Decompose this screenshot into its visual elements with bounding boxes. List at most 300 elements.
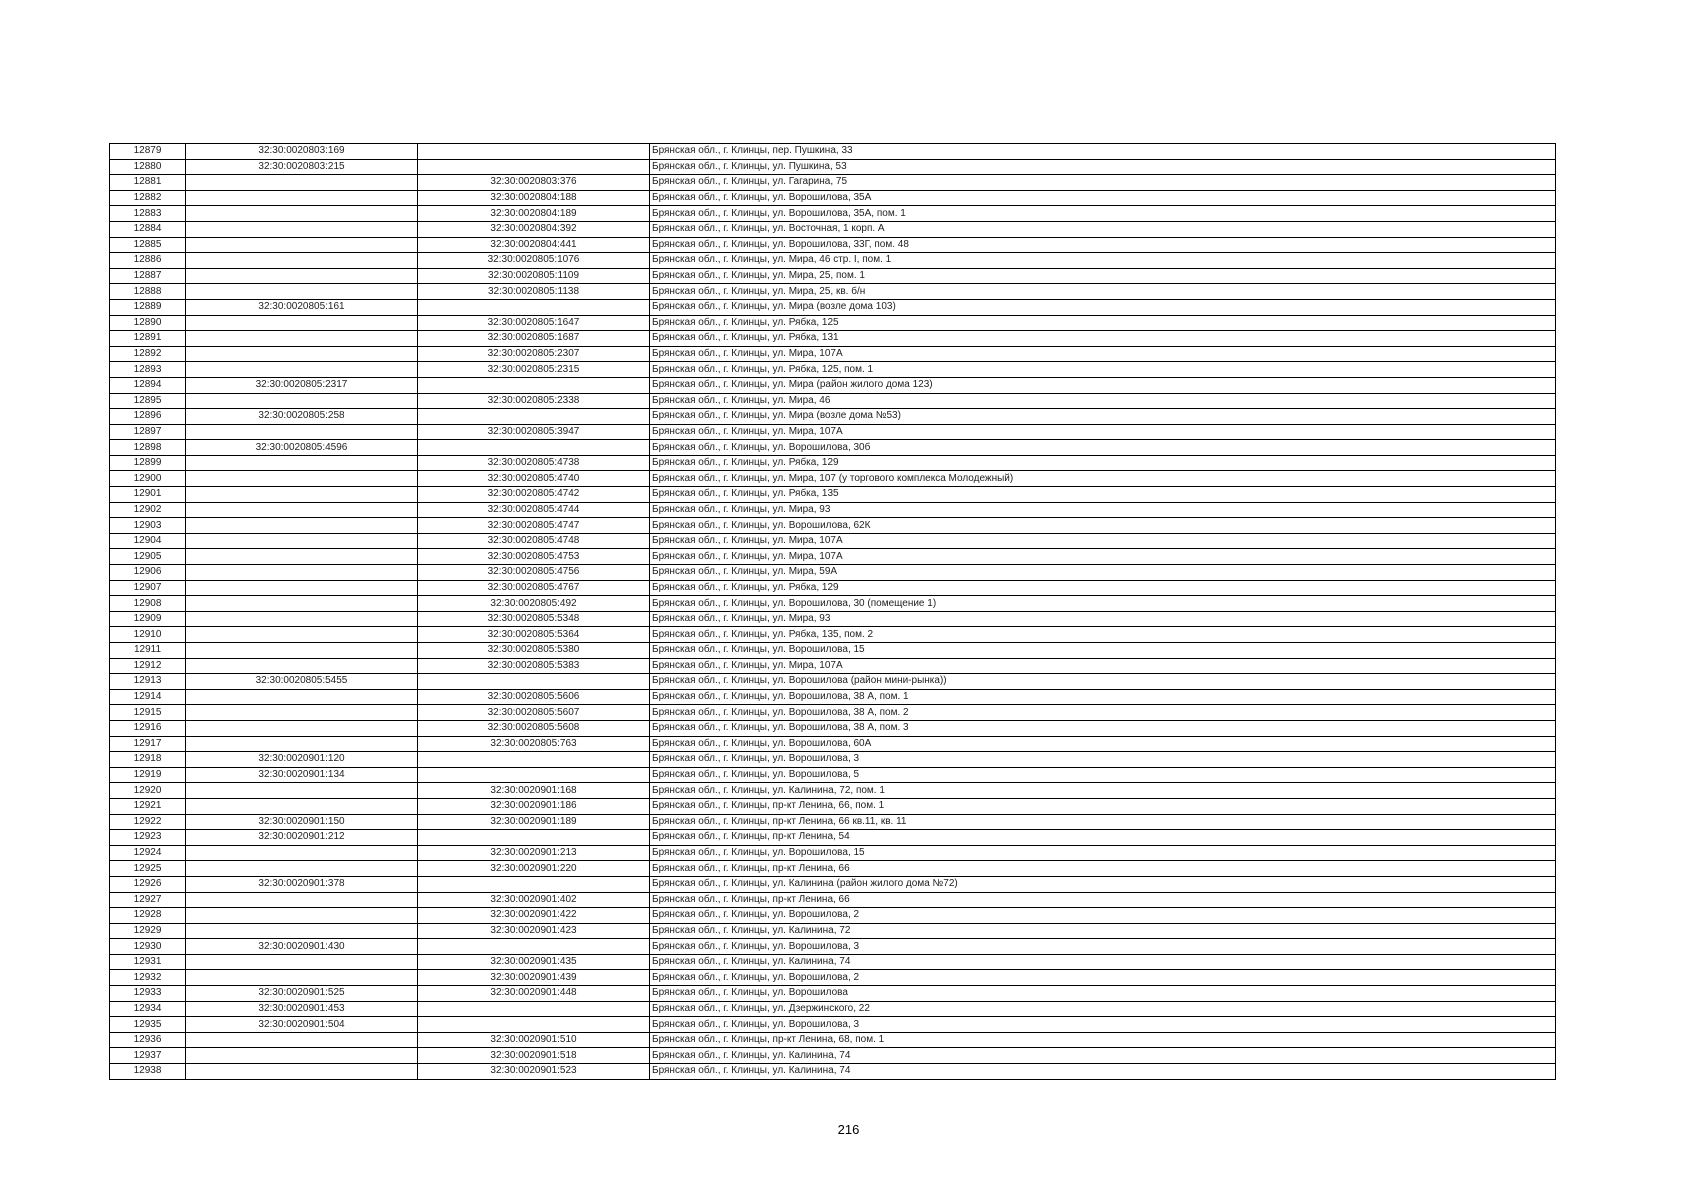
address-cell: Брянская обл., г. Клинцы, ул. Рябка, 129 bbox=[650, 580, 1556, 596]
row-number-cell: 12889 bbox=[110, 299, 186, 315]
row-number-cell: 12904 bbox=[110, 533, 186, 549]
table-row bbox=[110, 580, 1556, 596]
address-cell: Брянская обл., г. Клинцы, ул. Мира, 25, кв. б/н bbox=[650, 284, 1556, 300]
related-cadastral-number-cell bbox=[418, 674, 650, 690]
table-row bbox=[110, 518, 1556, 534]
cadastral-number-cell: 32:30:0020901:504 bbox=[186, 1017, 418, 1033]
address-cell: Брянская обл., г. Клинцы, ул. Ворошилова (район мини-рынка)) bbox=[650, 674, 1556, 690]
cadastral-number-cell bbox=[186, 1032, 418, 1048]
address-cell: Брянская обл., г. Клинцы, ул. Ворошилова, 3 bbox=[650, 1017, 1556, 1033]
row-number-cell: 12923 bbox=[110, 830, 186, 846]
row-number-cell: 12888 bbox=[110, 284, 186, 300]
row-number-cell: 12938 bbox=[110, 1064, 186, 1080]
table-row bbox=[110, 1048, 1556, 1064]
related-cadastral-number-cell bbox=[418, 440, 650, 456]
cadastral-number-cell bbox=[186, 970, 418, 986]
cadastral-number-cell bbox=[186, 892, 418, 908]
cadastral-number-cell bbox=[186, 783, 418, 799]
row-number-cell: 12899 bbox=[110, 455, 186, 471]
cadastral-number-cell: 32:30:0020901:212 bbox=[186, 830, 418, 846]
table-row bbox=[110, 845, 1556, 861]
cadastral-number-cell: 32:30:0020901:525 bbox=[186, 986, 418, 1002]
cadastral-number-cell bbox=[186, 861, 418, 877]
related-cadastral-number-cell: 32:30:0020901:168 bbox=[418, 783, 650, 799]
address-cell: Брянская обл., г. Клинцы, ул. Ворошилова, 2 bbox=[650, 970, 1556, 986]
address-cell: Брянская обл., г. Клинцы, ул. Мира, 46 стр. I, пом. 1 bbox=[650, 253, 1556, 269]
cadastral-number-cell: 32:30:0020805:258 bbox=[186, 409, 418, 425]
table-row bbox=[110, 876, 1556, 892]
cadastral-number-cell: 32:30:0020901:430 bbox=[186, 939, 418, 955]
cadastral-number-cell bbox=[186, 658, 418, 674]
table-row bbox=[110, 565, 1556, 581]
table-row bbox=[110, 783, 1556, 799]
row-number-cell: 12891 bbox=[110, 331, 186, 347]
table-row bbox=[110, 1032, 1556, 1048]
related-cadastral-number-cell: 32:30:0020805:4753 bbox=[418, 549, 650, 565]
row-number-cell: 12898 bbox=[110, 440, 186, 456]
related-cadastral-number-cell: 32:30:0020805:1138 bbox=[418, 284, 650, 300]
address-cell: Брянская обл., г. Клинцы, ул. Пушкина, 53 bbox=[650, 159, 1556, 175]
row-number-cell: 12918 bbox=[110, 752, 186, 768]
row-number-cell: 12937 bbox=[110, 1048, 186, 1064]
cadastral-number-cell bbox=[186, 736, 418, 752]
row-number-cell: 12912 bbox=[110, 658, 186, 674]
address-cell: Брянская обл., г. Клинцы, ул. Ворошилова, 60А bbox=[650, 736, 1556, 752]
table-row bbox=[110, 549, 1556, 565]
cadastral-number-cell bbox=[186, 533, 418, 549]
table-row bbox=[110, 377, 1556, 393]
row-number-cell: 12915 bbox=[110, 705, 186, 721]
address-cell: Брянская обл., г. Клинцы, ул. Ворошилова, 5 bbox=[650, 767, 1556, 783]
table-row bbox=[110, 861, 1556, 877]
address-cell: Брянская обл., г. Клинцы, ул. Ворошилова, 3 bbox=[650, 752, 1556, 768]
table-row bbox=[110, 144, 1556, 160]
row-number-cell: 12929 bbox=[110, 923, 186, 939]
related-cadastral-number-cell: 32:30:0020805:2315 bbox=[418, 362, 650, 378]
cadastral-number-cell bbox=[186, 175, 418, 191]
address-cell: Брянская обл., г. Клинцы, ул. Калинина (район жилого дома №72) bbox=[650, 876, 1556, 892]
related-cadastral-number-cell bbox=[418, 1017, 650, 1033]
address-cell: Брянская обл., г. Клинцы, ул. Калинина, 74 bbox=[650, 1064, 1556, 1080]
table-row bbox=[110, 798, 1556, 814]
related-cadastral-number-cell: 32:30:0020805:5606 bbox=[418, 689, 650, 705]
cadastral-number-cell: 32:30:0020901:150 bbox=[186, 814, 418, 830]
row-number-cell: 12879 bbox=[110, 144, 186, 160]
cadastral-number-cell bbox=[186, 424, 418, 440]
address-cell: Брянская обл., г. Клинцы, ул. Ворошилова, 15 bbox=[650, 845, 1556, 861]
row-number-cell: 12896 bbox=[110, 409, 186, 425]
related-cadastral-number-cell: 32:30:0020901:518 bbox=[418, 1048, 650, 1064]
row-number-cell: 12926 bbox=[110, 876, 186, 892]
cadastral-number-cell bbox=[186, 565, 418, 581]
table-row bbox=[110, 268, 1556, 284]
address-cell: Брянская обл., г. Клинцы, ул. Ворошилова, 38 А, пом. 1 bbox=[650, 689, 1556, 705]
related-cadastral-number-cell bbox=[418, 159, 650, 175]
table-row bbox=[110, 970, 1556, 986]
related-cadastral-number-cell: 32:30:0020805:5380 bbox=[418, 643, 650, 659]
address-cell: Брянская обл., г. Клинцы, ул. Мира (район жилого дома 123) bbox=[650, 377, 1556, 393]
address-cell: Брянская обл., г. Клинцы, ул. Мира, 107А bbox=[650, 346, 1556, 362]
cadastral-number-cell: 32:30:0020901:453 bbox=[186, 1001, 418, 1017]
related-cadastral-number-cell: 32:30:0020901:422 bbox=[418, 908, 650, 924]
address-cell: Брянская обл., г. Клинцы, пр-кт Ленина, 68, пом. 1 bbox=[650, 1032, 1556, 1048]
row-number-cell: 12932 bbox=[110, 970, 186, 986]
related-cadastral-number-cell: 32:30:0020901:189 bbox=[418, 814, 650, 830]
address-cell: Брянская обл., г. Клинцы, пр-кт Ленина, 66, пом. 1 bbox=[650, 798, 1556, 814]
related-cadastral-number-cell: 32:30:0020804:188 bbox=[418, 190, 650, 206]
table-row bbox=[110, 502, 1556, 518]
row-number-cell: 12901 bbox=[110, 487, 186, 503]
table-row bbox=[110, 424, 1556, 440]
table-row bbox=[110, 892, 1556, 908]
table-row bbox=[110, 221, 1556, 237]
table-row bbox=[110, 237, 1556, 253]
related-cadastral-number-cell: 32:30:0020805:5608 bbox=[418, 720, 650, 736]
cadastral-number-cell bbox=[186, 643, 418, 659]
row-number-cell: 12902 bbox=[110, 502, 186, 518]
related-cadastral-number-cell bbox=[418, 767, 650, 783]
address-cell: Брянская обл., г. Клинцы, ул. Мира, 46 bbox=[650, 393, 1556, 409]
cadastral-number-cell bbox=[186, 362, 418, 378]
row-number-cell: 12911 bbox=[110, 643, 186, 659]
page-number: 216 bbox=[837, 1122, 860, 1137]
related-cadastral-number-cell: 32:30:0020805:1687 bbox=[418, 331, 650, 347]
table-row bbox=[110, 393, 1556, 409]
row-number-cell: 12894 bbox=[110, 377, 186, 393]
address-cell: Брянская обл., г. Клинцы, ул. Мира, 107А bbox=[650, 549, 1556, 565]
related-cadastral-number-cell: 32:30:0020805:4756 bbox=[418, 565, 650, 581]
table-row bbox=[110, 253, 1556, 269]
address-cell: Брянская обл., г. Клинцы, ул. Мира (возле дома №53) bbox=[650, 409, 1556, 425]
address-cell: Брянская обл., г. Клинцы, ул. Мира, 107 (у торгового комплекса Молодежный) bbox=[650, 471, 1556, 487]
table-row bbox=[110, 331, 1556, 347]
cadastral-number-cell bbox=[186, 206, 418, 222]
cadastral-number-cell bbox=[186, 798, 418, 814]
table-row bbox=[110, 954, 1556, 970]
row-number-cell: 12933 bbox=[110, 986, 186, 1002]
related-cadastral-number-cell: 32:30:0020901:423 bbox=[418, 923, 650, 939]
cadastral-number-cell bbox=[186, 331, 418, 347]
registry-table-body bbox=[110, 144, 1556, 1080]
table-row bbox=[110, 533, 1556, 549]
table-row bbox=[110, 611, 1556, 627]
table-row bbox=[110, 986, 1556, 1002]
cadastral-number-cell bbox=[186, 845, 418, 861]
related-cadastral-number-cell: 32:30:0020805:5364 bbox=[418, 627, 650, 643]
row-number-cell: 12886 bbox=[110, 253, 186, 269]
related-cadastral-number-cell: 32:30:0020901:435 bbox=[418, 954, 650, 970]
row-number-cell: 12897 bbox=[110, 424, 186, 440]
address-cell: Брянская обл., г. Клинцы, ул. Мира, 93 bbox=[650, 502, 1556, 518]
table-row bbox=[110, 284, 1556, 300]
address-cell: Брянская обл., г. Клинцы, ул. Мира, 107А bbox=[650, 658, 1556, 674]
related-cadastral-number-cell: 32:30:0020901:523 bbox=[418, 1064, 650, 1080]
cadastral-number-cell bbox=[186, 315, 418, 331]
table-row bbox=[110, 315, 1556, 331]
table-row bbox=[110, 299, 1556, 315]
registry-table bbox=[109, 143, 1556, 1080]
address-cell: Брянская обл., г. Клинцы, ул. Калинина, 74 bbox=[650, 1048, 1556, 1064]
cadastral-number-cell bbox=[186, 908, 418, 924]
row-number-cell: 12887 bbox=[110, 268, 186, 284]
related-cadastral-number-cell: 32:30:0020805:1076 bbox=[418, 253, 650, 269]
address-cell: Брянская обл., г. Клинцы, ул. Калинина, 72 bbox=[650, 923, 1556, 939]
cadastral-number-cell bbox=[186, 268, 418, 284]
row-number-cell: 12913 bbox=[110, 674, 186, 690]
related-cadastral-number-cell: 32:30:0020901:439 bbox=[418, 970, 650, 986]
address-cell: Брянская обл., г. Клинцы, ул. Ворошилова, 15 bbox=[650, 643, 1556, 659]
address-cell: Брянская обл., г. Клинцы, ул. Ворошилова, 30 (помещение 1) bbox=[650, 596, 1556, 612]
related-cadastral-number-cell: 32:30:0020804:392 bbox=[418, 221, 650, 237]
address-cell: Брянская обл., г. Клинцы, ул. Ворошилова bbox=[650, 986, 1556, 1002]
related-cadastral-number-cell: 32:30:0020901:220 bbox=[418, 861, 650, 877]
cadastral-number-cell bbox=[186, 611, 418, 627]
address-cell: Брянская обл., г. Клинцы, ул. Восточная, 1 корп. А bbox=[650, 221, 1556, 237]
table-row bbox=[110, 767, 1556, 783]
address-cell: Брянская обл., г. Клинцы, ул. Мира, 107А bbox=[650, 533, 1556, 549]
address-cell: Брянская обл., г. Клинцы, ул. Ворошилова, 62К bbox=[650, 518, 1556, 534]
cadastral-number-cell: 32:30:0020805:5455 bbox=[186, 674, 418, 690]
row-number-cell: 12895 bbox=[110, 393, 186, 409]
address-cell: Брянская обл., г. Клинцы, ул. Рябка, 135 bbox=[650, 487, 1556, 503]
related-cadastral-number-cell bbox=[418, 409, 650, 425]
table-row bbox=[110, 471, 1556, 487]
row-number-cell: 12880 bbox=[110, 159, 186, 175]
address-cell: Брянская обл., г. Клинцы, ул. Рябка, 129 bbox=[650, 455, 1556, 471]
cadastral-number-cell: 32:30:0020901:378 bbox=[186, 876, 418, 892]
row-number-cell: 12882 bbox=[110, 190, 186, 206]
cadastral-number-cell bbox=[186, 502, 418, 518]
address-cell: Брянская обл., г. Клинцы, ул. Мира, 93 bbox=[650, 611, 1556, 627]
table-row bbox=[110, 455, 1556, 471]
address-cell: Брянская обл., г. Клинцы, пр-кт Ленина, 66 bbox=[650, 861, 1556, 877]
related-cadastral-number-cell: 32:30:0020901:402 bbox=[418, 892, 650, 908]
address-cell: Брянская обл., г. Клинцы, пр-кт Ленина, 66 кв.11, кв. 11 bbox=[650, 814, 1556, 830]
row-number-cell: 12909 bbox=[110, 611, 186, 627]
row-number-cell: 12916 bbox=[110, 720, 186, 736]
address-cell: Брянская обл., г. Клинцы, ул. Ворошилова, 35А, пом. 1 bbox=[650, 206, 1556, 222]
cadastral-number-cell bbox=[186, 549, 418, 565]
row-number-cell: 12890 bbox=[110, 315, 186, 331]
cadastral-number-cell bbox=[186, 455, 418, 471]
cadastral-number-cell bbox=[186, 487, 418, 503]
cadastral-number-cell bbox=[186, 393, 418, 409]
related-cadastral-number-cell bbox=[418, 752, 650, 768]
table-row bbox=[110, 752, 1556, 768]
address-cell: Брянская обл., г. Клинцы, ул. Мира, 59А bbox=[650, 565, 1556, 581]
row-number-cell: 12925 bbox=[110, 861, 186, 877]
table-row bbox=[110, 720, 1556, 736]
address-cell: Брянская обл., г. Клинцы, ул. Ворошилова, 38 А, пом. 2 bbox=[650, 705, 1556, 721]
related-cadastral-number-cell: 32:30:0020805:4740 bbox=[418, 471, 650, 487]
address-cell: Брянская обл., г. Клинцы, ул. Рябка, 125, пом. 1 bbox=[650, 362, 1556, 378]
table-row bbox=[110, 1001, 1556, 1017]
row-number-cell: 12930 bbox=[110, 939, 186, 955]
related-cadastral-number-cell bbox=[418, 299, 650, 315]
related-cadastral-number-cell bbox=[418, 144, 650, 160]
cadastral-number-cell bbox=[186, 954, 418, 970]
table-row bbox=[110, 814, 1556, 830]
address-cell: Брянская обл., г. Клинцы, ул. Ворошилова, 2 bbox=[650, 908, 1556, 924]
related-cadastral-number-cell: 32:30:0020805:2307 bbox=[418, 346, 650, 362]
cadastral-number-cell bbox=[186, 237, 418, 253]
row-number-cell: 12917 bbox=[110, 736, 186, 752]
table-row bbox=[110, 689, 1556, 705]
address-cell: Брянская обл., г. Клинцы, ул. Ворошилова, 30б bbox=[650, 440, 1556, 456]
row-number-cell: 12885 bbox=[110, 237, 186, 253]
row-number-cell: 12884 bbox=[110, 221, 186, 237]
related-cadastral-number-cell: 32:30:0020805:763 bbox=[418, 736, 650, 752]
related-cadastral-number-cell: 32:30:0020805:2338 bbox=[418, 393, 650, 409]
row-number-cell: 12900 bbox=[110, 471, 186, 487]
row-number-cell: 12883 bbox=[110, 206, 186, 222]
table-row bbox=[110, 175, 1556, 191]
address-cell: Брянская обл., г. Клинцы, ул. Рябка, 131 bbox=[650, 331, 1556, 347]
cadastral-number-cell bbox=[186, 284, 418, 300]
address-cell: Брянская обл., г. Клинцы, пер. Пушкина, 33 bbox=[650, 144, 1556, 160]
related-cadastral-number-cell: 32:30:0020805:5383 bbox=[418, 658, 650, 674]
address-cell: Брянская обл., г. Клинцы, ул. Дзержинского, 22 bbox=[650, 1001, 1556, 1017]
table-row bbox=[110, 627, 1556, 643]
row-number-cell: 12922 bbox=[110, 814, 186, 830]
cadastral-number-cell bbox=[186, 471, 418, 487]
table-row bbox=[110, 908, 1556, 924]
table-row bbox=[110, 736, 1556, 752]
row-number-cell: 12919 bbox=[110, 767, 186, 783]
related-cadastral-number-cell: 32:30:0020805:4738 bbox=[418, 455, 650, 471]
cadastral-number-cell: 32:30:0020805:161 bbox=[186, 299, 418, 315]
related-cadastral-number-cell: 32:30:0020803:376 bbox=[418, 175, 650, 191]
related-cadastral-number-cell bbox=[418, 1001, 650, 1017]
cadastral-number-cell: 32:30:0020901:120 bbox=[186, 752, 418, 768]
table-row bbox=[110, 159, 1556, 175]
table-row bbox=[110, 674, 1556, 690]
cadastral-number-cell bbox=[186, 190, 418, 206]
cadastral-number-cell bbox=[186, 518, 418, 534]
address-cell: Брянская обл., г. Клинцы, пр-кт Ленина, 54 bbox=[650, 830, 1556, 846]
address-cell: Брянская обл., г. Клинцы, ул. Мира (возле дома 103) bbox=[650, 299, 1556, 315]
table-row bbox=[110, 487, 1556, 503]
cadastral-number-cell bbox=[186, 1064, 418, 1080]
row-number-cell: 12927 bbox=[110, 892, 186, 908]
address-cell: Брянская обл., г. Клинцы, ул. Ворошилова, 3 bbox=[650, 939, 1556, 955]
cadastral-number-cell bbox=[186, 689, 418, 705]
table-row bbox=[110, 346, 1556, 362]
related-cadastral-number-cell bbox=[418, 876, 650, 892]
related-cadastral-number-cell: 32:30:0020805:5607 bbox=[418, 705, 650, 721]
row-number-cell: 12905 bbox=[110, 549, 186, 565]
row-number-cell: 12914 bbox=[110, 689, 186, 705]
table-row bbox=[110, 1064, 1556, 1080]
table-row bbox=[110, 830, 1556, 846]
related-cadastral-number-cell: 32:30:0020804:189 bbox=[418, 206, 650, 222]
row-number-cell: 12881 bbox=[110, 175, 186, 191]
related-cadastral-number-cell: 32:30:0020805:4748 bbox=[418, 533, 650, 549]
table-row bbox=[110, 362, 1556, 378]
table-row bbox=[110, 409, 1556, 425]
address-cell: Брянская обл., г. Клинцы, ул. Ворошилова, 33Г, пом. 48 bbox=[650, 237, 1556, 253]
related-cadastral-number-cell: 32:30:0020805:1647 bbox=[418, 315, 650, 331]
table-row bbox=[110, 190, 1556, 206]
related-cadastral-number-cell bbox=[418, 830, 650, 846]
cadastral-number-cell bbox=[186, 221, 418, 237]
cadastral-number-cell bbox=[186, 720, 418, 736]
related-cadastral-number-cell: 32:30:0020805:1109 bbox=[418, 268, 650, 284]
row-number-cell: 12935 bbox=[110, 1017, 186, 1033]
related-cadastral-number-cell: 32:30:0020805:4742 bbox=[418, 487, 650, 503]
related-cadastral-number-cell: 32:30:0020804:441 bbox=[418, 237, 650, 253]
row-number-cell: 12921 bbox=[110, 798, 186, 814]
cadastral-number-cell bbox=[186, 1048, 418, 1064]
related-cadastral-number-cell: 32:30:0020901:448 bbox=[418, 986, 650, 1002]
cadastral-number-cell: 32:30:0020803:215 bbox=[186, 159, 418, 175]
related-cadastral-number-cell: 32:30:0020805:3947 bbox=[418, 424, 650, 440]
row-number-cell: 12910 bbox=[110, 627, 186, 643]
table-row bbox=[110, 923, 1556, 939]
address-cell: Брянская обл., г. Клинцы, ул. Рябка, 125 bbox=[650, 315, 1556, 331]
row-number-cell: 12936 bbox=[110, 1032, 186, 1048]
related-cadastral-number-cell: 32:30:0020805:5348 bbox=[418, 611, 650, 627]
cadastral-number-cell bbox=[186, 580, 418, 596]
related-cadastral-number-cell: 32:30:0020805:4767 bbox=[418, 580, 650, 596]
cadastral-number-cell: 32:30:0020803:169 bbox=[186, 144, 418, 160]
row-number-cell: 12906 bbox=[110, 565, 186, 581]
row-number-cell: 12908 bbox=[110, 596, 186, 612]
table-row bbox=[110, 596, 1556, 612]
cadastral-number-cell bbox=[186, 346, 418, 362]
row-number-cell: 12920 bbox=[110, 783, 186, 799]
related-cadastral-number-cell: 32:30:0020901:213 bbox=[418, 845, 650, 861]
row-number-cell: 12892 bbox=[110, 346, 186, 362]
table-row bbox=[110, 440, 1556, 456]
address-cell: Брянская обл., г. Клинцы, ул. Мира, 25, пом. 1 bbox=[650, 268, 1556, 284]
table-row bbox=[110, 658, 1556, 674]
related-cadastral-number-cell: 32:30:0020805:4744 bbox=[418, 502, 650, 518]
address-cell: Брянская обл., г. Клинцы, ул. Калинина, 74 bbox=[650, 954, 1556, 970]
related-cadastral-number-cell bbox=[418, 377, 650, 393]
cadastral-number-cell: 32:30:0020901:134 bbox=[186, 767, 418, 783]
cadastral-number-cell bbox=[186, 627, 418, 643]
related-cadastral-number-cell: 32:30:0020805:492 bbox=[418, 596, 650, 612]
table-row bbox=[110, 705, 1556, 721]
related-cadastral-number-cell: 32:30:0020901:186 bbox=[418, 798, 650, 814]
table-row bbox=[110, 939, 1556, 955]
row-number-cell: 12893 bbox=[110, 362, 186, 378]
related-cadastral-number-cell: 32:30:0020901:510 bbox=[418, 1032, 650, 1048]
related-cadastral-number-cell: 32:30:0020805:4747 bbox=[418, 518, 650, 534]
row-number-cell: 12903 bbox=[110, 518, 186, 534]
related-cadastral-number-cell bbox=[418, 939, 650, 955]
address-cell: Брянская обл., г. Клинцы, ул. Мира, 107А bbox=[650, 424, 1556, 440]
row-number-cell: 12907 bbox=[110, 580, 186, 596]
table-row bbox=[110, 206, 1556, 222]
address-cell: Брянская обл., г. Клинцы, ул. Рябка, 135, пом. 2 bbox=[650, 627, 1556, 643]
table-row bbox=[110, 1017, 1556, 1033]
address-cell: Брянская обл., г. Клинцы, ул. Гагарина, 75 bbox=[650, 175, 1556, 191]
row-number-cell: 12924 bbox=[110, 845, 186, 861]
row-number-cell: 12934 bbox=[110, 1001, 186, 1017]
cadastral-number-cell: 32:30:0020805:2317 bbox=[186, 377, 418, 393]
cadastral-number-cell bbox=[186, 253, 418, 269]
cadastral-number-cell bbox=[186, 705, 418, 721]
address-cell: Брянская обл., г. Клинцы, ул. Ворошилова, 38 А, пом. 3 bbox=[650, 720, 1556, 736]
cadastral-number-cell bbox=[186, 923, 418, 939]
cadastral-number-cell bbox=[186, 596, 418, 612]
address-cell: Брянская обл., г. Клинцы, ул. Калинина, 72, пом. 1 bbox=[650, 783, 1556, 799]
table-row bbox=[110, 643, 1556, 659]
row-number-cell: 12931 bbox=[110, 954, 186, 970]
address-cell: Брянская обл., г. Клинцы, ул. Ворошилова, 35А bbox=[650, 190, 1556, 206]
